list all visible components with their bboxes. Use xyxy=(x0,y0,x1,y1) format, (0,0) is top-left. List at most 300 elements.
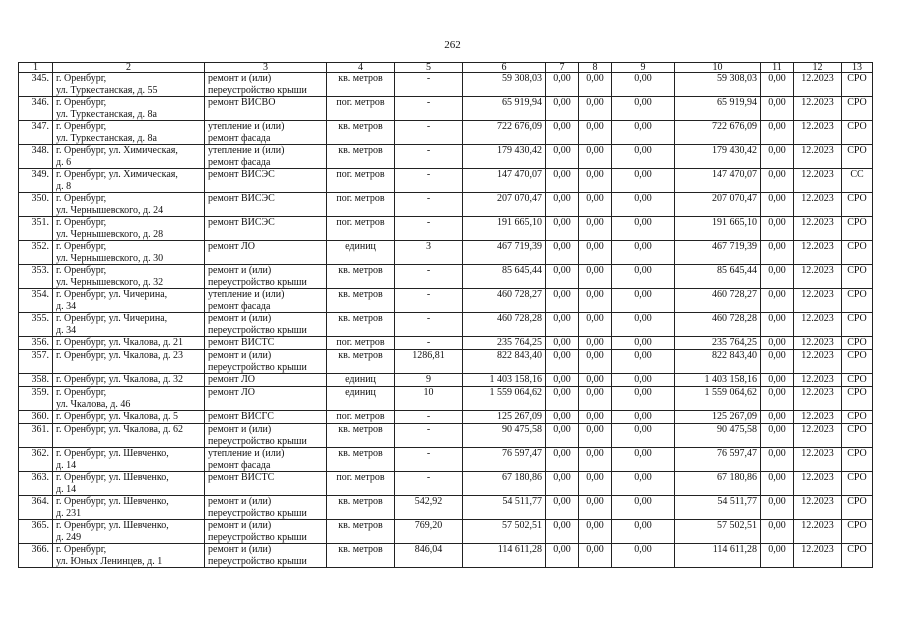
cost-total-cell: 460 728,27 xyxy=(463,289,546,313)
cost-regional-cell: 179 430,42 xyxy=(675,145,761,169)
work-type-line: переустройство крыши xyxy=(208,435,307,447)
deadline-cell: 12.2023 xyxy=(794,241,842,265)
deadline-cell: 12.2023 xyxy=(794,472,842,496)
work-type-cell xyxy=(205,241,327,265)
cost-regional-cell: 235 764,25 xyxy=(675,337,761,350)
quantity-cell: - xyxy=(395,472,463,496)
quantity-cell: 10 xyxy=(395,387,463,411)
row-number: 366. xyxy=(19,544,53,568)
col7-cell: 0,00 xyxy=(546,411,579,424)
unit-cell: кв. метров xyxy=(327,313,395,337)
col9-cell: 0,00 xyxy=(612,265,675,289)
table-row xyxy=(19,411,873,424)
work-type-cell xyxy=(205,472,327,496)
row-number: 354. xyxy=(19,289,53,313)
method-cell: СРО xyxy=(842,387,873,411)
work-type-cell xyxy=(205,387,327,411)
address-line: д. 34 xyxy=(56,324,77,336)
address-line: г. Оренбург, xyxy=(56,265,107,276)
work-type-line: ремонт фасада xyxy=(208,459,271,471)
method-cell: СРО xyxy=(842,265,873,289)
col9-cell: 0,00 xyxy=(612,374,675,387)
table-row xyxy=(19,313,873,337)
col11-cell: 0,00 xyxy=(761,544,794,568)
col11-cell: 0,00 xyxy=(761,337,794,350)
work-type-line: утепление и (или) xyxy=(208,145,285,156)
column-number-1: 1 xyxy=(19,63,53,73)
work-type-line: ремонт и (или) xyxy=(208,496,272,507)
col8-cell: 0,00 xyxy=(579,411,612,424)
quantity-cell: - xyxy=(395,97,463,121)
col11-cell: 0,00 xyxy=(761,97,794,121)
work-type-line: ремонт ЛО xyxy=(208,387,255,398)
quantity-cell: 846,04 xyxy=(395,544,463,568)
address-cell xyxy=(53,337,205,350)
table-row xyxy=(19,121,873,145)
unit-cell: кв. метров xyxy=(327,496,395,520)
cost-regional-cell: 114 611,28 xyxy=(675,544,761,568)
work-type-line: переустройство крыши xyxy=(208,361,307,373)
address-cell xyxy=(53,424,205,448)
work-type-line: ремонт ЛО xyxy=(208,374,255,385)
table-row xyxy=(19,350,873,374)
table-row xyxy=(19,448,873,472)
unit-cell: кв. метров xyxy=(327,73,395,97)
method-cell: СРО xyxy=(842,73,873,97)
address-line: д. 14 xyxy=(56,483,77,495)
col9-cell: 0,00 xyxy=(612,350,675,374)
col9-cell: 0,00 xyxy=(612,411,675,424)
address-line: г. Оренбург, xyxy=(56,387,107,398)
work-type-cell xyxy=(205,193,327,217)
address-line: г. Оренбург, xyxy=(56,241,107,252)
address-line: ул. Чернышевского, д. 30 xyxy=(56,252,164,264)
col7-cell: 0,00 xyxy=(546,289,579,313)
cost-total-cell: 147 470,07 xyxy=(463,169,546,193)
col8-cell: 0,00 xyxy=(579,448,612,472)
unit-cell: кв. метров xyxy=(327,121,395,145)
col7-cell: 0,00 xyxy=(546,121,579,145)
row-number: 357. xyxy=(19,350,53,374)
work-type-cell xyxy=(205,145,327,169)
table-row xyxy=(19,241,873,265)
address-line: г. Оренбург, ул. Шевченко, xyxy=(56,448,169,459)
address-cell xyxy=(53,350,205,374)
cost-total-cell: 722 676,09 xyxy=(463,121,546,145)
address-cell xyxy=(53,265,205,289)
address-line: г. Оренбург, ул. Чкалова, д. 32 xyxy=(56,374,184,385)
column-number-8: 8 xyxy=(579,63,612,73)
unit-cell: пог. метров xyxy=(327,411,395,424)
address-line: г. Оренбург, ул. Чкалова, д. 62 xyxy=(56,424,184,435)
unit-cell: пог. метров xyxy=(327,337,395,350)
deadline-cell: 12.2023 xyxy=(794,350,842,374)
work-type-cell xyxy=(205,169,327,193)
quantity-cell: 542,92 xyxy=(395,496,463,520)
method-cell: СРО xyxy=(842,496,873,520)
unit-cell: пог. метров xyxy=(327,169,395,193)
col8-cell: 0,00 xyxy=(579,265,612,289)
address-line: г. Оренбург, xyxy=(56,193,107,204)
deadline-cell: 12.2023 xyxy=(794,411,842,424)
work-type-cell xyxy=(205,73,327,97)
deadline-cell: 12.2023 xyxy=(794,169,842,193)
col11-cell: 0,00 xyxy=(761,387,794,411)
table-body xyxy=(19,63,873,568)
work-type-cell xyxy=(205,374,327,387)
work-type-line: переустройство крыши xyxy=(208,531,307,543)
work-type-line: утепление и (или) xyxy=(208,121,285,132)
work-type-cell xyxy=(205,350,327,374)
unit-cell: кв. метров xyxy=(327,520,395,544)
cost-total-cell: 1 403 158,16 xyxy=(463,374,546,387)
unit-cell: единиц xyxy=(327,387,395,411)
deadline-cell: 12.2023 xyxy=(794,496,842,520)
work-type-cell xyxy=(205,520,327,544)
cost-total-cell: 85 645,44 xyxy=(463,265,546,289)
cost-total-cell: 125 267,09 xyxy=(463,411,546,424)
row-number: 359. xyxy=(19,387,53,411)
col11-cell: 0,00 xyxy=(761,121,794,145)
col7-cell: 0,00 xyxy=(546,217,579,241)
col11-cell: 0,00 xyxy=(761,424,794,448)
method-cell: СРО xyxy=(842,411,873,424)
work-type-line: ремонт фасада xyxy=(208,156,271,168)
cost-regional-cell: 460 728,27 xyxy=(675,289,761,313)
col11-cell: 0,00 xyxy=(761,411,794,424)
col7-cell: 0,00 xyxy=(546,193,579,217)
col7-cell: 0,00 xyxy=(546,424,579,448)
row-number: 361. xyxy=(19,424,53,448)
address-line: г. Оренбург, ул. Чкалова, д. 23 xyxy=(56,350,184,361)
row-number: 364. xyxy=(19,496,53,520)
work-type-line: ремонт ВИСВО xyxy=(208,97,276,108)
cost-regional-cell: 1 403 158,16 xyxy=(675,374,761,387)
column-number-13: 13 xyxy=(842,63,873,73)
col7-cell: 0,00 xyxy=(546,145,579,169)
col8-cell: 0,00 xyxy=(579,387,612,411)
column-number-12: 12 xyxy=(794,63,842,73)
address-line: ул. Туркестанская, д. 8а xyxy=(56,108,157,120)
cost-regional-cell: 191 665,10 xyxy=(675,217,761,241)
method-cell: СРО xyxy=(842,374,873,387)
unit-cell: пог. метров xyxy=(327,97,395,121)
address-line: г. Оренбург, xyxy=(56,217,107,228)
address-line: г. Оренбург, ул. Чичерина, xyxy=(56,289,168,300)
col9-cell: 0,00 xyxy=(612,97,675,121)
address-line: г. Оренбург, ул. Чкалова, д. 5 xyxy=(56,411,179,422)
quantity-cell: - xyxy=(395,73,463,97)
cost-regional-cell: 125 267,09 xyxy=(675,411,761,424)
deadline-cell: 12.2023 xyxy=(794,544,842,568)
col8-cell: 0,00 xyxy=(579,193,612,217)
work-type-cell xyxy=(205,289,327,313)
cost-total-cell: 460 728,28 xyxy=(463,313,546,337)
deadline-cell: 12.2023 xyxy=(794,387,842,411)
work-type-line: переустройство крыши xyxy=(208,555,307,567)
row-number: 362. xyxy=(19,448,53,472)
quantity-cell: - xyxy=(395,193,463,217)
work-type-line: ремонт ВИСТС xyxy=(208,337,275,348)
page-number: 262 xyxy=(444,39,461,51)
method-cell: СРО xyxy=(842,544,873,568)
method-cell: СРО xyxy=(842,448,873,472)
method-cell: СРО xyxy=(842,145,873,169)
col7-cell: 0,00 xyxy=(546,241,579,265)
row-number: 349. xyxy=(19,169,53,193)
row-number: 353. xyxy=(19,265,53,289)
work-type-line: ремонт ВИСТС xyxy=(208,472,275,483)
col11-cell: 0,00 xyxy=(761,472,794,496)
work-type-line: переустройство крыши xyxy=(208,276,307,288)
address-line: г. Оренбург, ул. Химическая, xyxy=(56,145,178,156)
quantity-cell: - xyxy=(395,424,463,448)
row-number: 355. xyxy=(19,313,53,337)
col11-cell: 0,00 xyxy=(761,241,794,265)
address-cell xyxy=(53,544,205,568)
address-line: ул. Туркестанская, д. 55 xyxy=(56,84,158,96)
address-cell xyxy=(53,411,205,424)
unit-cell: кв. метров xyxy=(327,289,395,313)
work-type-line: переустройство крыши xyxy=(208,507,307,519)
deadline-cell: 12.2023 xyxy=(794,424,842,448)
col9-cell: 0,00 xyxy=(612,193,675,217)
row-number: 358. xyxy=(19,374,53,387)
work-type-line: ремонт фасада xyxy=(208,300,271,312)
cost-regional-cell: 207 070,47 xyxy=(675,193,761,217)
column-number-11: 11 xyxy=(761,63,794,73)
row-number: 346. xyxy=(19,97,53,121)
address-line: г. Оренбург, ул. Чкалова, д. 21 xyxy=(56,337,184,348)
deadline-cell: 12.2023 xyxy=(794,289,842,313)
method-cell: СРО xyxy=(842,97,873,121)
cost-regional-cell: 85 645,44 xyxy=(675,265,761,289)
col7-cell: 0,00 xyxy=(546,265,579,289)
col9-cell: 0,00 xyxy=(612,145,675,169)
cost-total-cell: 90 475,58 xyxy=(463,424,546,448)
address-line: г. Оренбург, xyxy=(56,544,107,555)
cost-total-cell: 191 665,10 xyxy=(463,217,546,241)
col7-cell: 0,00 xyxy=(546,313,579,337)
cost-total-cell: 67 180,86 xyxy=(463,472,546,496)
cost-regional-cell: 67 180,86 xyxy=(675,472,761,496)
address-line: ул. Туркестанская, д. 8а xyxy=(56,132,157,144)
cost-regional-cell: 1 559 064,62 xyxy=(675,387,761,411)
quantity-cell: - xyxy=(395,169,463,193)
address-cell xyxy=(53,448,205,472)
col11-cell: 0,00 xyxy=(761,145,794,169)
quantity-cell: 3 xyxy=(395,241,463,265)
quantity-cell: - xyxy=(395,313,463,337)
work-type-cell xyxy=(205,121,327,145)
col9-cell: 0,00 xyxy=(612,496,675,520)
col8-cell: 0,00 xyxy=(579,169,612,193)
work-type-line: ремонт ВИСЭС xyxy=(208,193,275,204)
cost-regional-cell: 54 511,77 xyxy=(675,496,761,520)
work-type-line: ремонт и (или) xyxy=(208,73,272,84)
address-cell xyxy=(53,289,205,313)
work-type-line: переустройство крыши xyxy=(208,324,307,336)
row-number: 351. xyxy=(19,217,53,241)
unit-cell: пог. метров xyxy=(327,472,395,496)
cost-total-cell: 235 764,25 xyxy=(463,337,546,350)
address-line: д. 8 xyxy=(56,180,72,192)
table-row xyxy=(19,97,873,121)
col9-cell: 0,00 xyxy=(612,217,675,241)
table-row xyxy=(19,520,873,544)
col9-cell: 0,00 xyxy=(612,169,675,193)
col9-cell: 0,00 xyxy=(612,121,675,145)
table-row xyxy=(19,289,873,313)
quantity-cell: 9 xyxy=(395,374,463,387)
table-row xyxy=(19,73,873,97)
address-line: г. Оренбург, xyxy=(56,121,107,132)
row-number: 363. xyxy=(19,472,53,496)
quantity-cell: - xyxy=(395,289,463,313)
col7-cell: 0,00 xyxy=(546,169,579,193)
deadline-cell: 12.2023 xyxy=(794,337,842,350)
cost-regional-cell: 90 475,58 xyxy=(675,424,761,448)
work-type-line: ремонт и (или) xyxy=(208,424,272,435)
col7-cell: 0,00 xyxy=(546,73,579,97)
col8-cell: 0,00 xyxy=(579,337,612,350)
deadline-cell: 12.2023 xyxy=(794,193,842,217)
col8-cell: 0,00 xyxy=(579,289,612,313)
cost-regional-cell: 147 470,07 xyxy=(675,169,761,193)
col9-cell: 0,00 xyxy=(612,544,675,568)
address-line: ул. Чкалова, д. 46 xyxy=(56,398,131,410)
col8-cell: 0,00 xyxy=(579,73,612,97)
address-cell xyxy=(53,145,205,169)
works-table xyxy=(18,62,873,568)
work-type-cell xyxy=(205,448,327,472)
work-type-line: ремонт ВИСЭС xyxy=(208,217,275,228)
cost-regional-cell: 722 676,09 xyxy=(675,121,761,145)
row-number: 360. xyxy=(19,411,53,424)
work-type-cell xyxy=(205,496,327,520)
col11-cell: 0,00 xyxy=(761,374,794,387)
col11-cell: 0,00 xyxy=(761,193,794,217)
work-type-cell xyxy=(205,313,327,337)
table-row xyxy=(19,496,873,520)
work-type-line: ремонт фасада xyxy=(208,132,271,144)
address-cell xyxy=(53,169,205,193)
table-row xyxy=(19,472,873,496)
method-cell: СРО xyxy=(842,520,873,544)
col7-cell: 0,00 xyxy=(546,350,579,374)
col9-cell: 0,00 xyxy=(612,387,675,411)
col8-cell: 0,00 xyxy=(579,496,612,520)
col11-cell: 0,00 xyxy=(761,448,794,472)
table-row xyxy=(19,145,873,169)
quantity-cell: - xyxy=(395,265,463,289)
row-number: 348. xyxy=(19,145,53,169)
work-type-line: утепление и (или) xyxy=(208,448,285,459)
work-type-cell xyxy=(205,544,327,568)
cost-total-cell: 467 719,39 xyxy=(463,241,546,265)
cost-total-cell: 114 611,28 xyxy=(463,544,546,568)
method-cell: СРО xyxy=(842,217,873,241)
address-cell xyxy=(53,97,205,121)
unit-cell: кв. метров xyxy=(327,424,395,448)
address-line: д. 34 xyxy=(56,300,77,312)
col11-cell: 0,00 xyxy=(761,350,794,374)
method-cell: СРО xyxy=(842,313,873,337)
col8-cell: 0,00 xyxy=(579,313,612,337)
deadline-cell: 12.2023 xyxy=(794,217,842,241)
unit-cell: пог. метров xyxy=(327,217,395,241)
row-number: 352. xyxy=(19,241,53,265)
address-line: д. 231 xyxy=(56,507,82,519)
address-cell xyxy=(53,472,205,496)
row-number: 356. xyxy=(19,337,53,350)
address-line: ул. Чернышевского, д. 24 xyxy=(56,204,164,216)
cost-total-cell: 76 597,47 xyxy=(463,448,546,472)
deadline-cell: 12.2023 xyxy=(794,265,842,289)
work-type-line: ремонт ВИСГС xyxy=(208,411,274,422)
col9-cell: 0,00 xyxy=(612,313,675,337)
work-type-cell xyxy=(205,337,327,350)
address-line: г. Оренбург, ул. Химическая, xyxy=(56,169,178,180)
col9-cell: 0,00 xyxy=(612,520,675,544)
quantity-cell: - xyxy=(395,121,463,145)
column-number-10: 10 xyxy=(675,63,761,73)
quantity-cell: - xyxy=(395,448,463,472)
address-cell xyxy=(53,387,205,411)
address-line: г. Оренбург, ул. Шевченко, xyxy=(56,496,169,507)
address-cell xyxy=(53,496,205,520)
col8-cell: 0,00 xyxy=(579,121,612,145)
quantity-cell: - xyxy=(395,145,463,169)
table-row xyxy=(19,374,873,387)
unit-cell: кв. метров xyxy=(327,544,395,568)
col9-cell: 0,00 xyxy=(612,472,675,496)
quantity-cell: - xyxy=(395,337,463,350)
col8-cell: 0,00 xyxy=(579,544,612,568)
unit-cell: единиц xyxy=(327,374,395,387)
unit-cell: кв. метров xyxy=(327,265,395,289)
address-line: г. Оренбург, ул. Шевченко, xyxy=(56,520,169,531)
work-type-line: ремонт и (или) xyxy=(208,520,272,531)
cost-total-cell: 1 559 064,62 xyxy=(463,387,546,411)
cost-regional-cell: 76 597,47 xyxy=(675,448,761,472)
cost-total-cell: 65 919,94 xyxy=(463,97,546,121)
deadline-cell: 12.2023 xyxy=(794,97,842,121)
deadline-cell: 12.2023 xyxy=(794,313,842,337)
col11-cell: 0,00 xyxy=(761,313,794,337)
unit-cell: пог. метров xyxy=(327,193,395,217)
quantity-cell: - xyxy=(395,411,463,424)
deadline-cell: 12.2023 xyxy=(794,73,842,97)
table-row xyxy=(19,217,873,241)
work-type-line: ремонт ВИСЭС xyxy=(208,169,275,180)
method-cell: СРО xyxy=(842,472,873,496)
col8-cell: 0,00 xyxy=(579,350,612,374)
method-cell: СРО xyxy=(842,241,873,265)
col7-cell: 0,00 xyxy=(546,472,579,496)
address-line: д. 6 xyxy=(56,156,72,168)
col9-cell: 0,00 xyxy=(612,241,675,265)
col7-cell: 0,00 xyxy=(546,97,579,121)
work-type-line: ремонт ЛО xyxy=(208,241,255,252)
col8-cell: 0,00 xyxy=(579,145,612,169)
method-cell: СРО xyxy=(842,121,873,145)
col8-cell: 0,00 xyxy=(579,472,612,496)
cost-regional-cell: 65 919,94 xyxy=(675,97,761,121)
cost-regional-cell: 460 728,28 xyxy=(675,313,761,337)
unit-cell: кв. метров xyxy=(327,350,395,374)
quantity-cell: 1286,81 xyxy=(395,350,463,374)
